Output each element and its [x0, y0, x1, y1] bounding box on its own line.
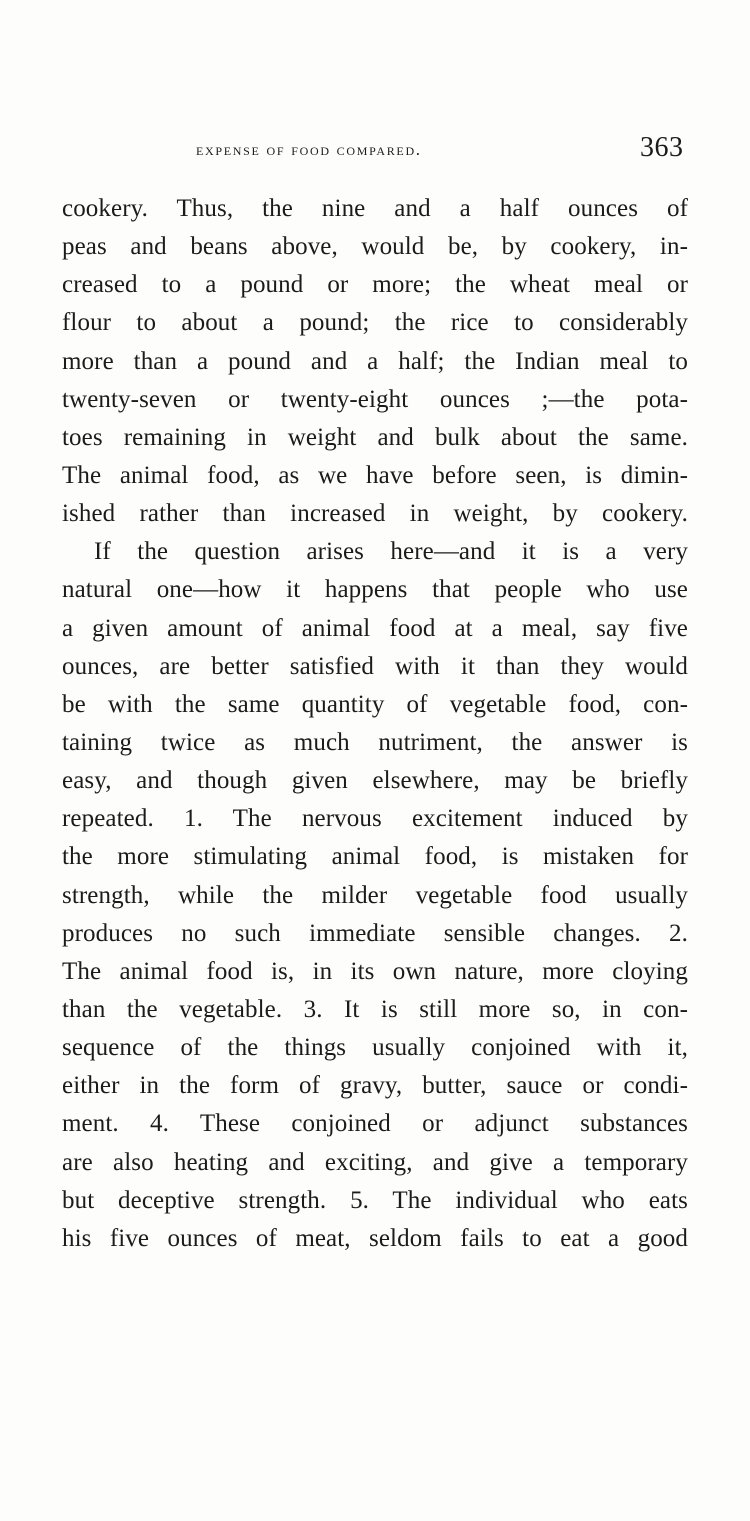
text-line: his five ounces of meat, seldom fails to eat a good: [62, 1224, 688, 1252]
text-line: twenty-seven or twenty-eight ounces ;—the pota-: [62, 385, 688, 413]
text-line: natural one—how it happens that people who use: [62, 576, 688, 604]
text-line: flour to about a pound; the rice to considerably: [62, 309, 688, 337]
running-title: expense of food compared.: [196, 140, 422, 159]
text-line: a given amount of animal food at a meal, say five: [62, 614, 688, 642]
text-line: The animal food, as we have before seen, is dimin-: [62, 461, 688, 489]
text-line: ment. 4. These conjoined or adjunct substances: [62, 1110, 688, 1138]
text-line: creased to a pound or more; the wheat meal or: [62, 271, 688, 299]
text-line: The animal food is, in its own nature, more cloying: [62, 957, 688, 985]
body-text: [62, 190, 688, 1258]
text-line: either in the form of gravy, butter, sauce or condi-: [62, 1072, 688, 1100]
text-line: sequence of the things usually conjoined with it,: [62, 1034, 688, 1062]
text-line: be with the same quantity of vegetable food, con-: [62, 690, 688, 718]
text-line: repeated. 1. The nervous excitement induced by: [62, 805, 688, 833]
text-line: the more stimulating animal food, is mistaken for: [62, 843, 688, 871]
page-number: 363: [640, 132, 684, 163]
text-line: cookery. Thus, the nine and a half ounces of: [62, 195, 688, 222]
text-line: are also heating and exciting, and give a temporary: [62, 1148, 688, 1176]
text-line: easy, and though given elsewhere, may be briefly: [62, 767, 688, 795]
text-line: taining twice as much nutriment, the answer is: [62, 728, 688, 756]
text-line: ished rather than increased in weight, by cookery.: [62, 500, 688, 528]
running-head: [196, 130, 696, 170]
text-line: peas and beans above, would be, by cookery, in-: [62, 233, 688, 261]
text-line: than the vegetable. 3. It is still more so, in con-: [62, 995, 688, 1023]
text-line: strength, while the milder vegetable food usually: [62, 881, 688, 909]
text-line: produces no such immediate sensible changes. 2.: [62, 919, 688, 947]
text-line: more than a pound and a half; the Indian meal to: [62, 347, 688, 375]
paragraph-start-line: If the question arises here—and it is a very: [94, 538, 688, 566]
text-line: ounces, are better satisfied with it than they would: [62, 652, 688, 680]
text-line: but deceptive strength. 5. The individual who eats: [62, 1186, 688, 1214]
text-line: toes remaining in weight and bulk about the same.: [62, 423, 688, 451]
